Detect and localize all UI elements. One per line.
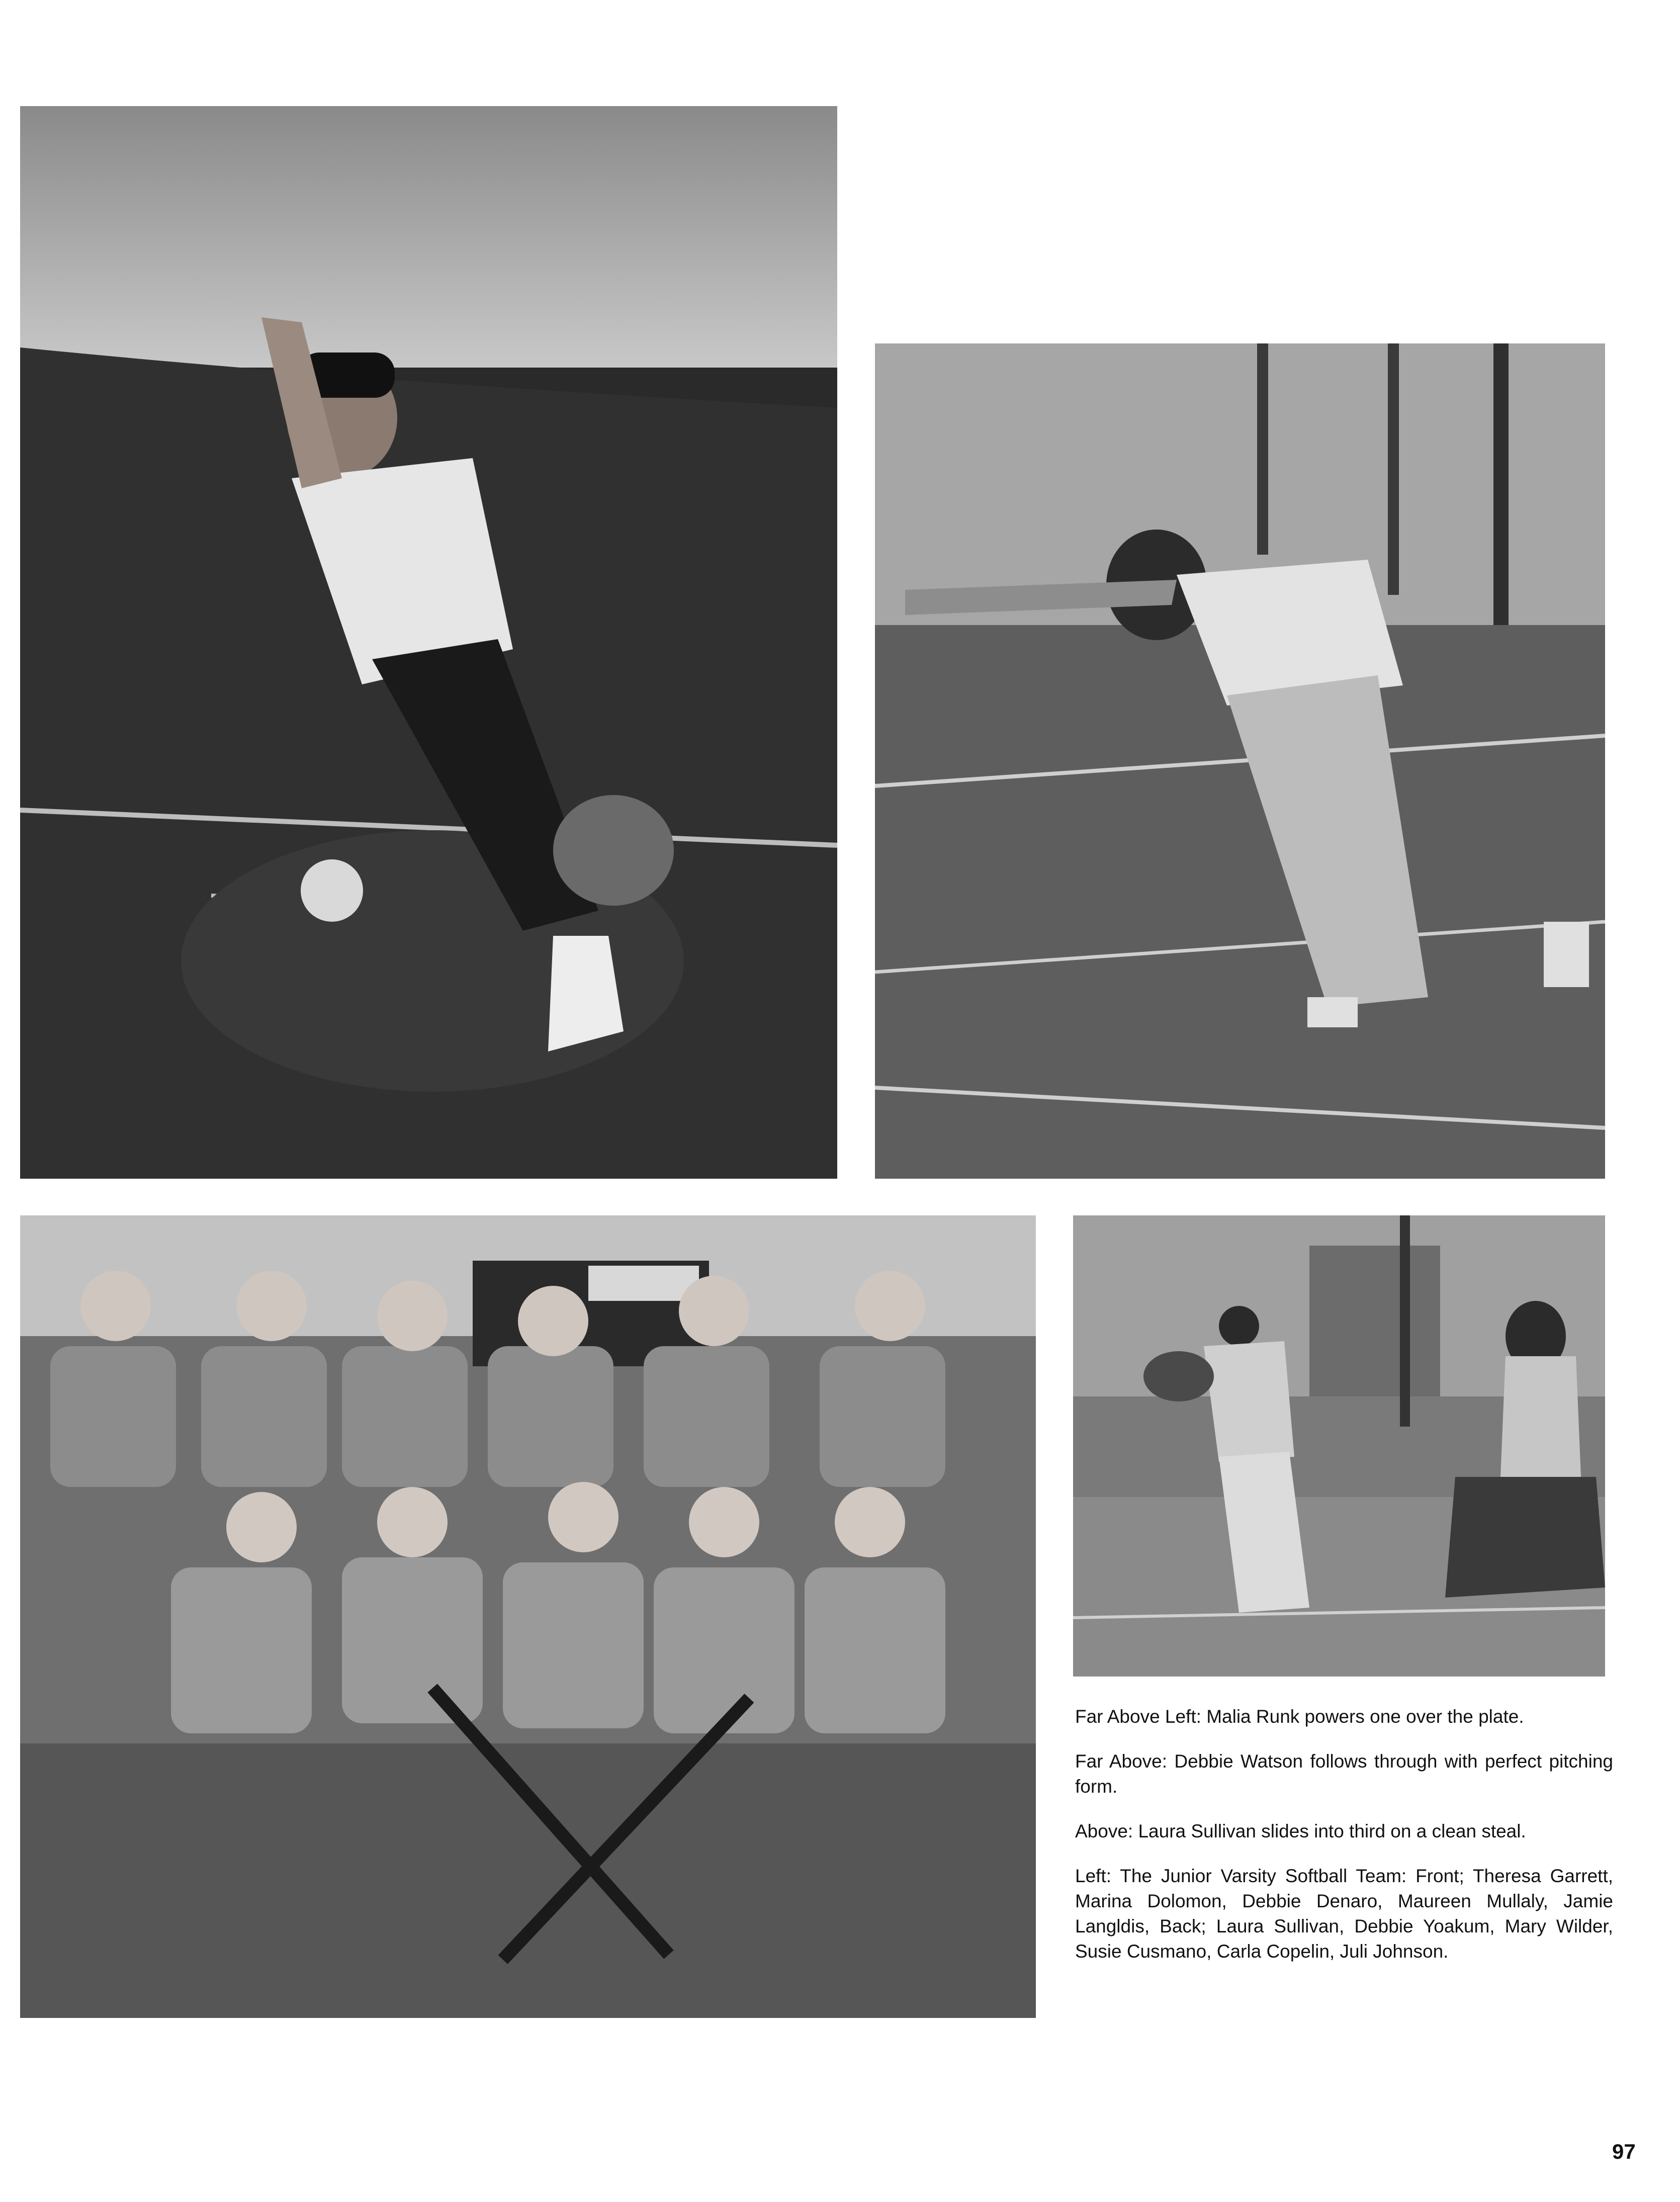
pitcher-photo-image <box>20 106 837 1179</box>
pitcher-follow-through-image <box>875 343 1605 1179</box>
caption-above: Above: Laura Sullivan slides into third on a clean steal. <box>1075 1821 1526 1841</box>
page-number: 97 <box>1612 2140 1636 2163</box>
photo-pitcher-far-above-left <box>20 106 837 1179</box>
caption-left: Left: The Junior Varsity Softball Team: Front; Theresa Garrett, Marina Dolomon, Debbie Denaro, Maureen Mullaly, Jamie Langldis, Back; Laura Sullivan, Debbie Yoakum, Mary Wilder, Susie Cusmano, Carla Copelin, Juli Johnson. <box>1075 1866 1613 1962</box>
photo-pitcher-far-above <box>875 343 1605 1179</box>
caption-block <box>1075 1704 1613 1984</box>
caption-far-above-left: Far Above Left: Malia Runk powers one over the plate. <box>1075 1706 1524 1727</box>
slide-into-third-image <box>1073 1215 1605 1677</box>
team-portrait-image <box>20 1215 1036 2018</box>
caption-far-above: Far Above: Debbie Watson follows through with perfect pitching form. <box>1075 1751 1613 1797</box>
photo-slide-third <box>1073 1215 1605 1677</box>
photo-jv-team <box>20 1215 1036 2018</box>
